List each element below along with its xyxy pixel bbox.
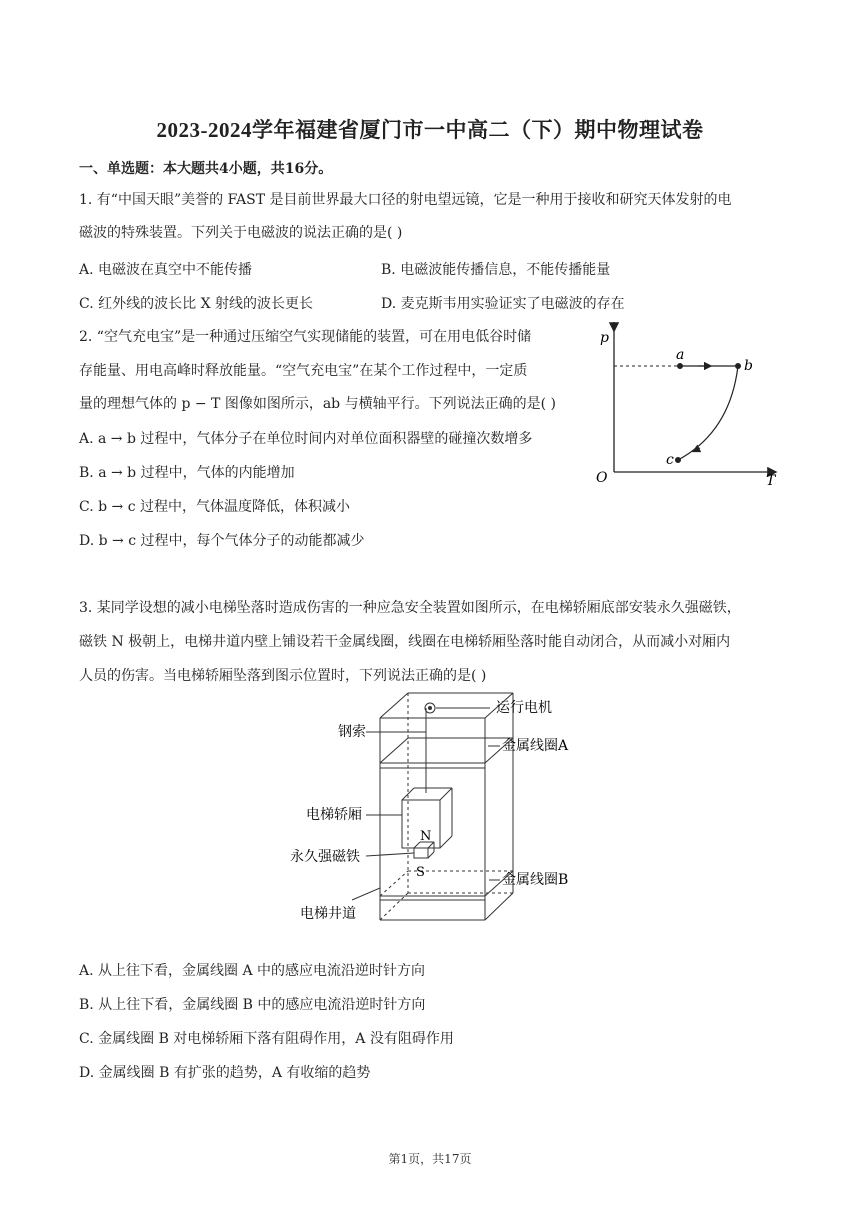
q1-option-c: C. 红外线的波长比 X 射线的波长更长 [79, 296, 313, 312]
y-axis-label: p [600, 330, 609, 346]
q1-stem-line1: 1. 有“中国天眼”美誉的 FAST 是目前世界最大口径的射电望远镜，它是一种用于接收和研究天体发射的电 [79, 192, 732, 208]
point-a [677, 363, 683, 369]
elevator-figure [290, 688, 600, 928]
car-label: 电梯轿厢 [306, 807, 362, 823]
point-c [675, 457, 681, 463]
q2-option-d: D. b → c 过程中，每个气体分子的动能都减少 [79, 533, 365, 549]
shaft-label: 电梯井道 [300, 906, 356, 922]
q2-option-c: C. b → c 过程中，气体温度降低，体积减小 [79, 499, 350, 515]
coil-b-label: 金属线圈B [502, 872, 569, 888]
q3-stem-line1: 3. 某同学设想的减小电梯坠落时造成伤害的一种应急安全装置如图所示，在电梯轿厢底部安装永久强磁铁， [79, 600, 741, 616]
north-pole-label: N [420, 829, 432, 844]
point-b [735, 363, 741, 369]
cable-label: 钢索 [338, 724, 366, 740]
section-heading: 一、单选题：本大题共4小题，共16分。 [79, 161, 333, 177]
q1-option-b: B. 电磁波能传播信息，不能传播能量 [381, 262, 611, 278]
magnet [414, 848, 428, 858]
page-title: 2023-2024学年福建省厦门市一中高二（下）期中物理试卷 [156, 118, 704, 142]
point-c-label: c [666, 452, 674, 468]
origin-label: O [596, 470, 608, 486]
q2-option-b: B. a → b 过程中，气体的内能增加 [79, 465, 295, 481]
q2-stem-line1: 2. “空气充电宝”是一种通过压缩空气实现储能的装置，可在用电低谷时储 [79, 329, 532, 345]
q3-option-d: D. 金属线圈 B 有扩张的趋势，A 有收缩的趋势 [79, 1065, 371, 1081]
q3-option-b: B. 从上往下看，金属线圈 B 中的感应电流沿逆时针方向 [79, 997, 426, 1013]
magnet-label: 永久强磁铁 [290, 849, 360, 865]
q1-option-a: A. 电磁波在真空中不能传播 [79, 262, 253, 278]
pt-graph [590, 322, 790, 492]
q3-option-c: C. 金属线圈 B 对电梯轿厢下落有阻碍作用，A 没有阻碍作用 [79, 1031, 454, 1047]
q3-stem-line3: 人员的伤害。当电梯轿厢坠落到图示位置时，下列说法正确的是( ) [79, 668, 487, 684]
south-pole-label: S [416, 865, 425, 880]
x-axis-label: T [766, 473, 776, 489]
motor-label: 运行电机 [496, 700, 552, 716]
q3-stem-line2: 磁铁 N 极朝上，电梯井道内壁上铺设若干金属线圈，线圈在电梯轿厢坠落时能自动闭合，从而减小对厢内 [79, 634, 731, 650]
coil-a-label: 金属线圈A [502, 738, 569, 754]
q1-stem-line2: 磁波的特殊装置。下列关于电磁波的说法正确的是( ) [79, 225, 403, 241]
q2-option-a: A. a → b 过程中，气体分子在单位时间内对单位面积器壁的碰撞次数增多 [79, 431, 533, 447]
q2-stem-line2: 存能量、用电高峰时释放能量。“空气充电宝”在某个工作过程中，一定质 [79, 363, 528, 379]
point-b-label: b [744, 358, 753, 374]
point-a-label: a [676, 347, 685, 363]
curve-bc [678, 366, 738, 460]
q2-stem-line3: 量的理想气体的 p − T 图像如图所示，ab 与横轴平行。下列说法正确的是( ) [79, 396, 556, 412]
page-footer: 第1页，共17页 [388, 1152, 472, 1166]
q3-option-a: A. 从上往下看，金属线圈 A 中的感应电流沿逆时针方向 [79, 963, 426, 979]
q1-option-d: D. 麦克斯韦用实验证实了电磁波的存在 [381, 296, 625, 312]
